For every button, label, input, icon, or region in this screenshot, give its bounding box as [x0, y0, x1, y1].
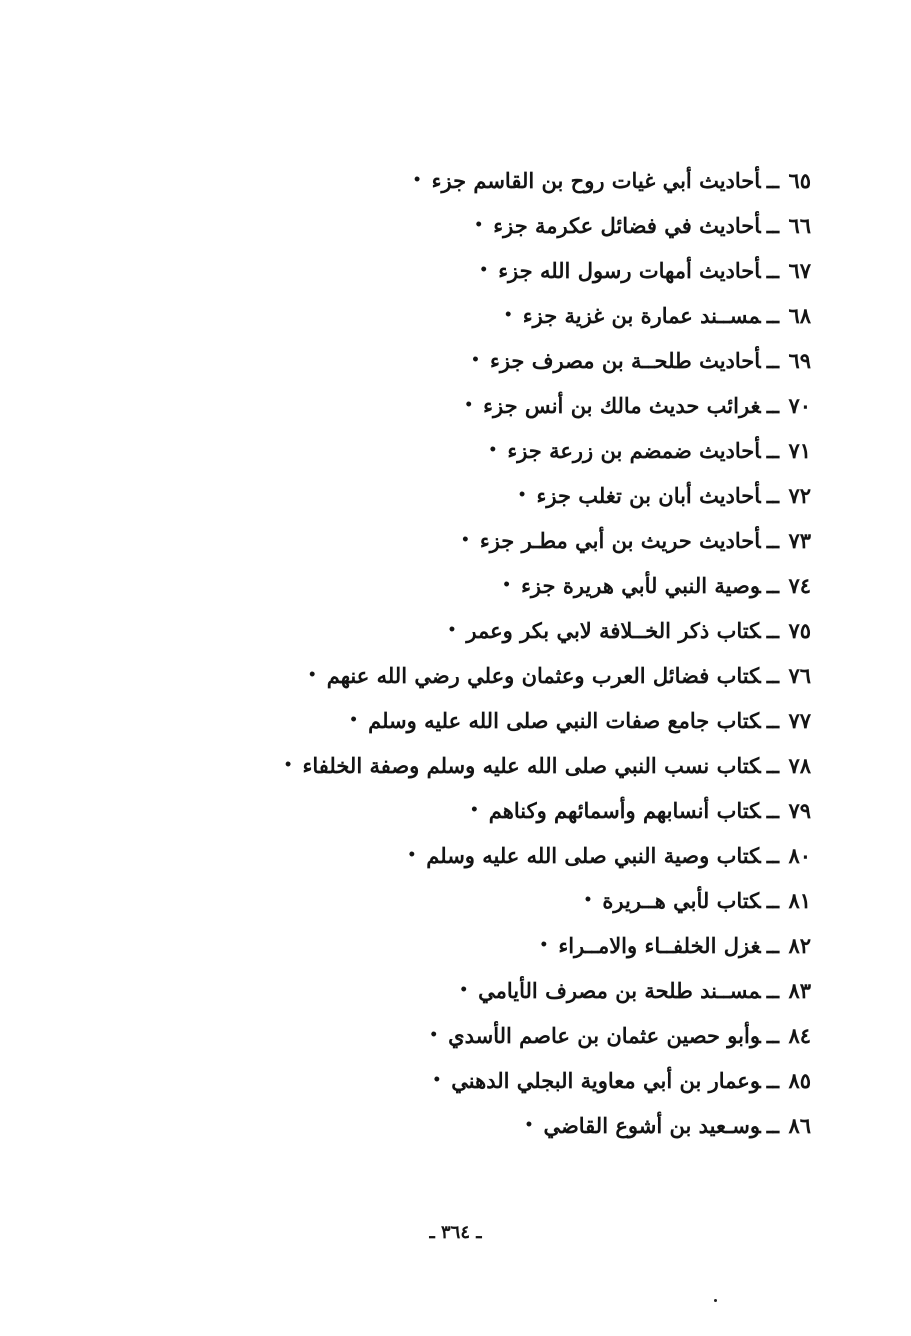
book-entry [111, 968, 811, 1013]
entry-dash: ــ [766, 258, 779, 283]
entry-number: ٨٣ [788, 978, 811, 1003]
entry-title: أحاديث طلحــة بن مصرف جزء [489, 348, 761, 373]
entry-number: ٦٨ [788, 303, 811, 328]
entry-dash: ــ [766, 843, 779, 868]
entry-title: أحاديث ضمضم بن زرعة جزء [507, 438, 761, 463]
book-entry [111, 923, 811, 968]
entry-number: ٦٧ [788, 258, 811, 283]
entry-number: ٨٦ [788, 1113, 811, 1138]
entry-dot: • [583, 892, 593, 908]
entry-title: كتاب جامع صفات النبي صلى الله عليه وسلم [368, 708, 761, 733]
entry-dash: ــ [766, 798, 779, 823]
book-entry [111, 518, 811, 563]
entry-title: غزل الخلفــاء والامــراء [558, 933, 761, 958]
entry-dot: • [464, 397, 474, 413]
entry-dot: • [471, 352, 480, 368]
entry-title: كتاب وصية النبي صلى الله عليه وسلم [426, 843, 761, 868]
book-entry [111, 563, 811, 608]
entry-title: وسـعيد بن أشوع القاضي [543, 1113, 761, 1138]
book-entry [111, 1013, 811, 1058]
entry-title: مســند طلحة بن مصرف الأيامي [478, 978, 761, 1003]
entry-title: غرائب حديث مالك بن أنس جزء [483, 393, 761, 418]
entry-number: ٦٥ [788, 168, 811, 193]
entry-number: ٧٧ [788, 708, 811, 733]
entry-dash: ــ [766, 213, 779, 238]
entry-number: ٧٦ [788, 663, 811, 688]
entry-dash: ــ [766, 1023, 779, 1048]
entry-dash: ــ [766, 1113, 779, 1138]
book-entry [111, 473, 811, 518]
entry-dot: • [517, 487, 527, 503]
entry-dot: • [469, 802, 479, 818]
entry-dash: ــ [766, 933, 779, 958]
book-entry [111, 743, 811, 788]
entry-dot: • [432, 1072, 442, 1088]
entry-title: مســند عمارة بن غزية جزء [522, 303, 761, 328]
entry-dash: ــ [766, 393, 779, 418]
entry-dash: ــ [766, 888, 779, 913]
entry-dash: ــ [766, 528, 779, 553]
entry-number: ٦٩ [788, 348, 811, 373]
book-list [111, 158, 811, 1148]
entry-dot: • [447, 622, 457, 638]
book-entry [111, 293, 811, 338]
book-entry [111, 788, 811, 833]
entry-dot: • [459, 982, 469, 998]
entry-number: ٧٤ [788, 573, 811, 598]
entry-dot: • [503, 307, 513, 323]
book-entry [111, 833, 811, 878]
entry-number: ٨٥ [788, 1068, 811, 1093]
page-number: ـ ٣٦٤ ـ [429, 1222, 482, 1243]
entry-number: ٧٣ [788, 528, 811, 553]
entry-dot: • [524, 1117, 534, 1133]
book-entry [111, 698, 811, 743]
entry-number: ٧٩ [788, 798, 811, 823]
book-entry [111, 1058, 811, 1103]
entry-dot: • [488, 442, 498, 458]
entry-dot: • [412, 172, 422, 188]
entry-dot: • [502, 577, 512, 593]
book-entry [111, 653, 811, 698]
entry-dot: • [460, 532, 470, 548]
entry-dash: ــ [766, 618, 779, 643]
entry-dash: ــ [766, 708, 779, 733]
print-speck [714, 1299, 717, 1302]
entry-dash: ــ [766, 438, 779, 463]
entry-dot: • [479, 262, 489, 278]
entry-number: ٨٢ [788, 933, 811, 958]
entry-number: ٦٦ [788, 213, 811, 238]
entry-number: ٧٠ [788, 393, 811, 418]
entry-number: ٨٤ [788, 1023, 811, 1048]
book-entry [111, 203, 811, 248]
entry-number: ٧٥ [788, 618, 811, 643]
entry-title: وأبو حصين عثمان بن عاصم الأسدي [448, 1023, 761, 1048]
entry-title: كتاب أنسابهم وأسمائهم وكناهم [488, 798, 761, 823]
entry-dot: • [407, 847, 417, 863]
entry-title: كتاب لأبي هــريرة [602, 888, 761, 913]
entry-dash: ــ [766, 483, 779, 508]
book-entry [111, 878, 811, 923]
entry-number: ٨١ [788, 888, 811, 913]
entry-number: ٧١ [788, 438, 811, 463]
entry-dash: ــ [766, 348, 779, 373]
book-entry [111, 428, 811, 473]
entry-title: أحاديث أبي غيات روح بن القاسم جزء [431, 168, 761, 193]
entry-title: أحاديث في فضائل عكرمة جزء [493, 213, 761, 238]
entry-dash: ــ [766, 753, 779, 778]
entry-title: وعمار بن أبي معاوية البجلي الدهني [451, 1068, 761, 1093]
book-entry [111, 608, 811, 653]
entry-dot: • [307, 667, 317, 683]
entry-dash: ــ [766, 168, 779, 193]
entry-dot: • [283, 757, 293, 773]
entry-dash: ــ [766, 303, 779, 328]
entry-title: كتاب ذكر الخــلافة لابي بكر وعمر [466, 618, 761, 643]
entry-dot: • [429, 1027, 439, 1043]
book-entry [111, 248, 811, 293]
book-entry [111, 383, 811, 428]
entry-title: كتاب نسب النبي صلى الله عليه وسلم وصفة الخلفاء [302, 753, 761, 778]
entry-title: كتاب فضائل العرب وعثمان وعلي رضي الله عنهم [326, 663, 761, 688]
entry-dash: ــ [766, 1068, 779, 1093]
entry-dash: ــ [766, 663, 779, 688]
book-entry [111, 158, 811, 203]
entry-dot: • [539, 937, 549, 953]
entry-title: أحاديث أبان بن تغلب جزء [536, 483, 761, 508]
entry-dash: ــ [766, 573, 779, 598]
entry-title: أحاديث حريث بن أبي مطـر جزء [479, 528, 761, 553]
entry-number: ٧٢ [788, 483, 811, 508]
entry-number: ٨٠ [788, 843, 811, 868]
entry-dot: • [474, 217, 484, 233]
entry-title: أحاديث أمهات رسول الله جزء [498, 258, 761, 283]
book-entry [111, 1103, 811, 1148]
entry-dot: • [349, 712, 359, 728]
entry-dash: ــ [766, 978, 779, 1003]
entry-title: وصية النبي لأبي هريرة جزء [521, 573, 761, 598]
entry-number: ٧٨ [788, 753, 811, 778]
book-entry [111, 338, 811, 383]
